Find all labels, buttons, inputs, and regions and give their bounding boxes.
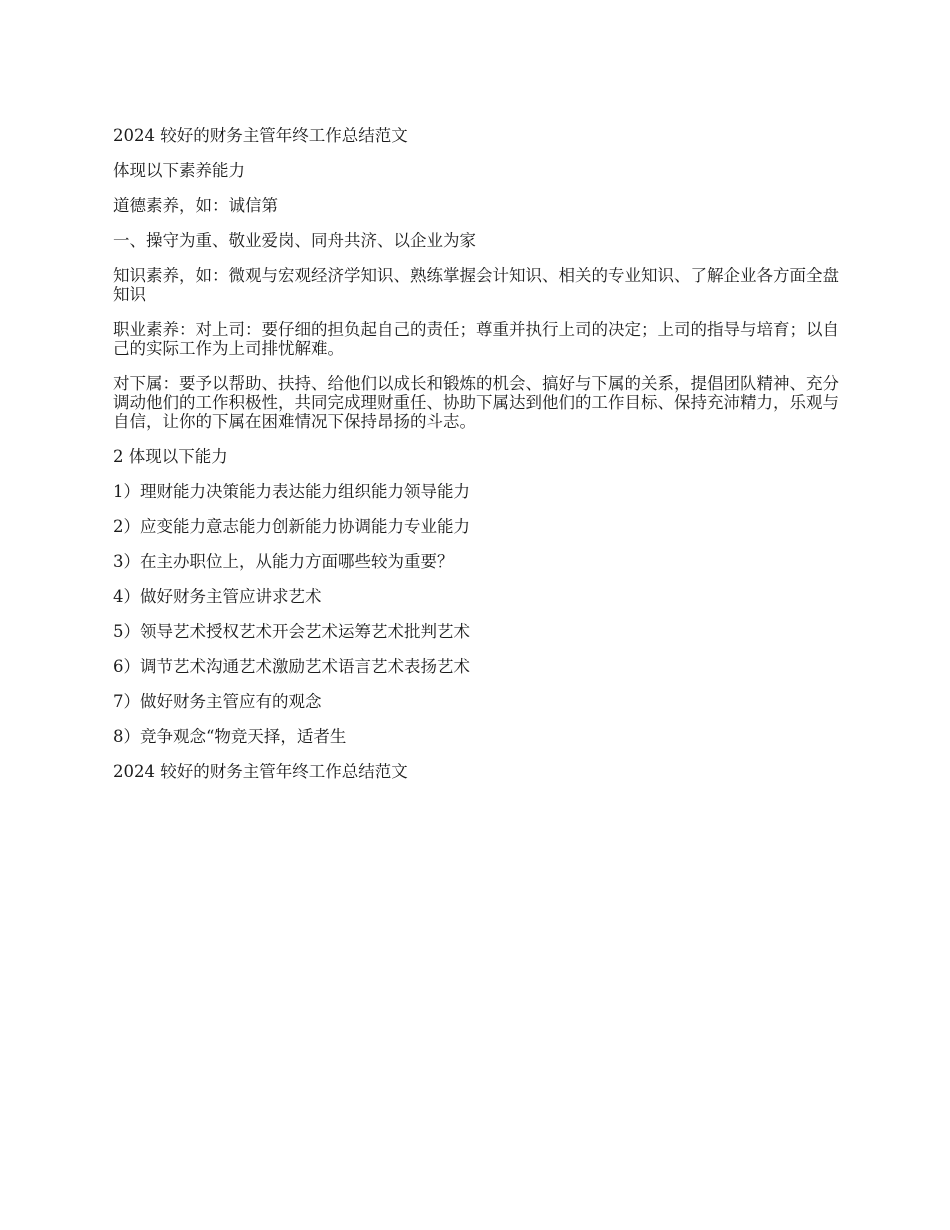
list-item-2: 2）应变能力意志能力创新能力协调能力专业能力 [113,517,470,536]
list-item-4: 4）做好财务主管应讲求艺术 [113,587,322,606]
document-title: 2024 较好的财务主管年终工作总结范文 [113,126,408,145]
document-body [113,126,843,797]
list-item-5: 5）领导艺术授权艺术开会艺术运筹艺术批判艺术 [113,622,470,641]
paragraph-abilities-heading: 2 体现以下能力 [113,447,228,466]
list-item-1: 1）理财能力决策能力表达能力组织能力领导能力 [113,482,470,501]
paragraph-moral: 道德素养，如：诚信第 [113,196,278,215]
list-item-8: 8）竞争观念“物竞天择，适者生 [113,727,347,746]
list-item-3: 3）在主办职位上，从能力方面哪些较为重要？ [113,552,454,571]
document-footer-title: 2024 较好的财务主管年终工作总结范文 [113,762,408,781]
paragraph-professional: 职业素养：对上司：要仔细的担负起自己的责任；尊重并执行上司的决定；上司的指导与培育；以自己的实际工作为上司排忧解难。 [113,320,839,358]
paragraph-knowledge: 知识素养，如：微观与宏观经济学知识、熟练掌握会计知识、相关的专业知识、了解企业各方面全盘知识 [113,266,839,304]
list-item-7: 7）做好财务主管应有的观念 [113,692,322,711]
paragraph-subordinates: 对下属：要予以帮助、扶持、给他们以成长和锻炼的机会、搞好与下属的关系，提倡团队精神、充分调动他们的工作积极性，共同完成理财重任、协助下属达到他们的工作目标、保持充沛精力，乐观与自信，让你的下属在困难情况下保持昂扬的斗志。 [113,374,839,431]
paragraph-qualities-intro: 体现以下素养能力 [113,161,245,180]
list-item-6: 6）调节艺术沟通艺术激励艺术语言艺术表扬艺术 [113,657,470,676]
paragraph-integrity: 一、操守为重、敬业爱岗、同舟共济、以企业为家 [113,231,476,250]
